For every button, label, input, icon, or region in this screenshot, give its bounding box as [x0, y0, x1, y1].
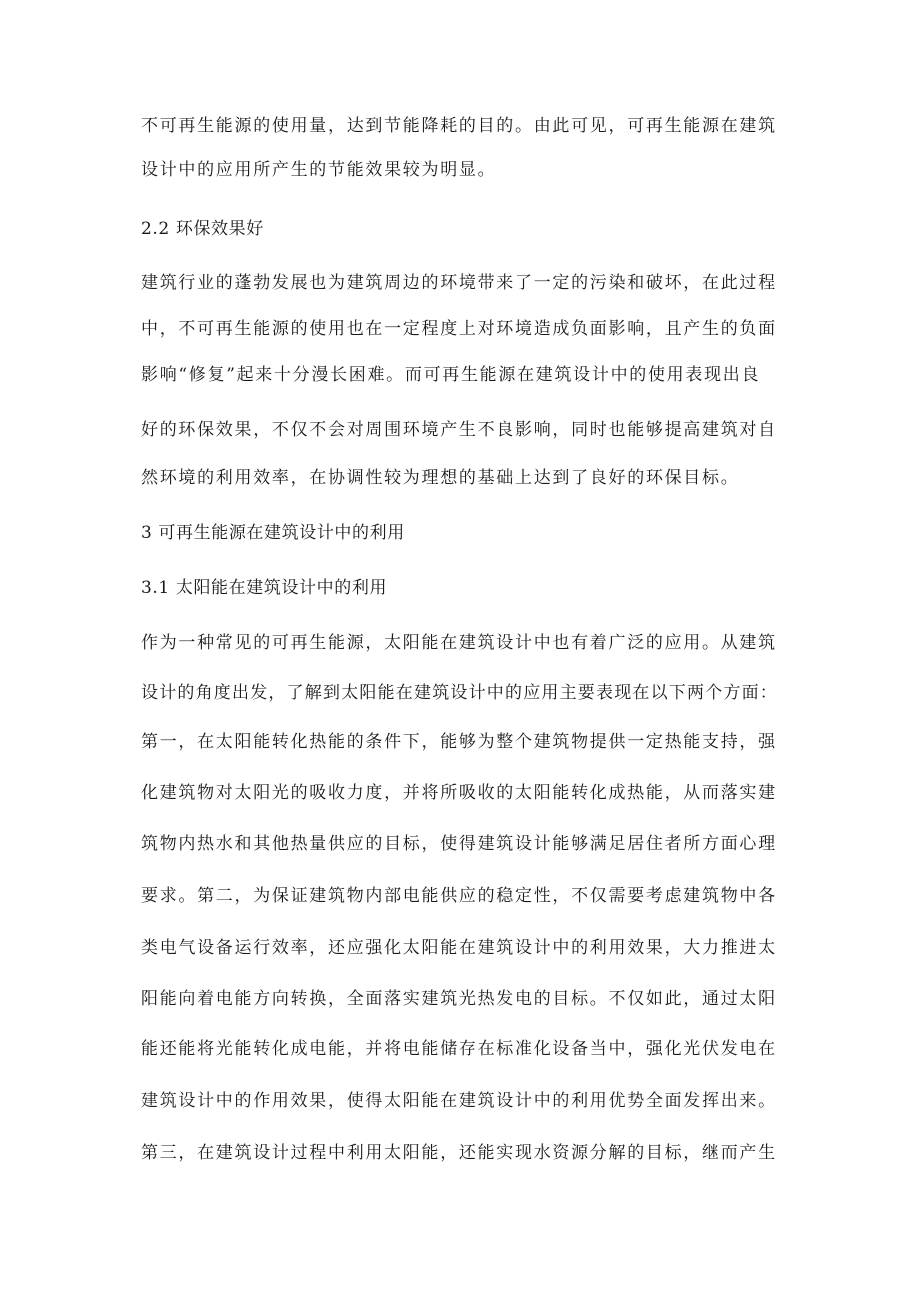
paragraph-2-line-1: 建筑行业的蓬勃发展也为建筑周边的环境带来了一定的污染和破坏，在此过程: [141, 273, 777, 293]
section-heading-3-1: 3.1 太阳能在建筑设计中的利用: [141, 578, 388, 598]
paragraph-3-line-11: 第三，在建筑设计过程中利用太阳能，还能实现水资源分解的目标，继而产生: [141, 1143, 777, 1163]
paragraph-2-line-5: 然环境的利用效率，在协调性较为理想的基础上达到了良好的环保目标。: [141, 468, 740, 488]
paragraph-3-line-9: 能还能将光能转化成电能，并将电能储存在标准化设备当中，强化光伏发电在: [141, 1039, 777, 1059]
paragraph-3-line-2: 设计的角度出发，了解到太阳能在建筑设计中的应用主要表现在以下两个方面：: [141, 683, 778, 703]
paragraph-3-line-5: 筑物内热水和其他热量供应的目标，使得建筑设计能够满足居住者所方面心理: [141, 834, 777, 854]
paragraph-3-line-1: 作为一种常见的可再生能源，太阳能在建筑设计中也有着广泛的应用。从建筑: [141, 633, 777, 653]
section-heading-2-2: 2.2 环保效果好: [141, 219, 264, 239]
paragraph-3-line-7: 类电气设备运行效率，还应强化太阳能在建筑设计中的利用效果，大力推进太: [141, 938, 777, 958]
paragraph-3-line-3: 第一，在太阳能转化热能的条件下，能够为整个建筑物提供一定热能支持，强: [141, 732, 777, 752]
paragraph-2-line-2: 中，不可再生能源的使用也在一定程度上对环境造成负面影响，且产生的负面: [141, 319, 777, 339]
paragraph-1-line-1: 不可再生能源的使用量，达到节能降耗的目的。由此可见，可再生能源在建筑: [141, 116, 777, 136]
section-heading-3: 3 可再生能源在建筑设计中的利用: [141, 523, 405, 543]
paragraph-2-line-3: 影响“修复”起来十分漫长困难。而可再生能源在建筑设计中的使用表现出良: [141, 365, 761, 385]
paragraph-3-line-10: 建筑设计中的作用效果，使得太阳能在建筑设计中的利用优势全面发挥出来。: [141, 1091, 777, 1111]
paragraph-3-line-6: 要求。第二，为保证建筑物内部电能供应的稳定性，不仅需要考虑建筑物中各: [141, 886, 777, 906]
paragraph-3-line-4: 化建筑物对太阳光的吸收力度，并将所吸收的太阳能转化成热能，从而落实建: [141, 783, 777, 803]
paragraph-2-line-4: 好的环保效果，不仅不会对周围环境产生不良影响，同时也能够提高建筑对自: [141, 420, 777, 440]
paragraph-1-line-2: 设计中的应用所产生的节能效果较为明显。: [141, 160, 497, 180]
paragraph-3-line-8: 阳能向着电能方向转换，全面落实建筑光热发电的目标。不仅如此，通过太阳: [141, 989, 777, 1009]
